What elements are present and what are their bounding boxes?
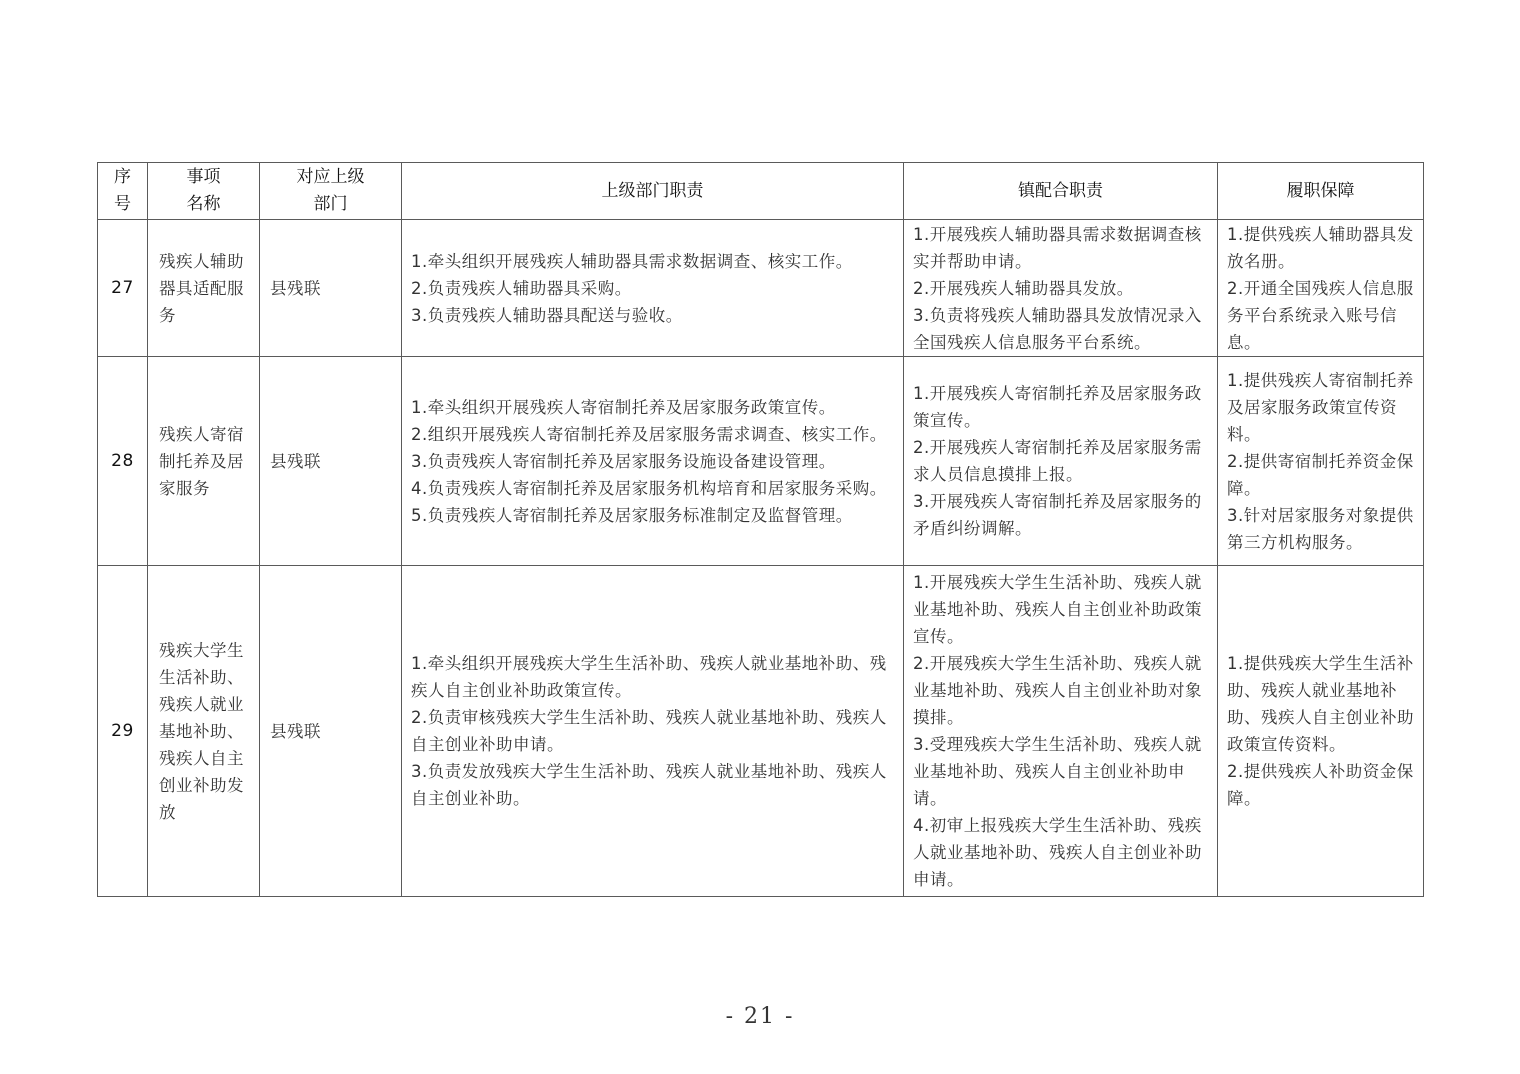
- row-superior-dept: 县残联: [260, 220, 402, 357]
- header-item-name: 事项名称: [148, 163, 260, 220]
- list-item: 3.开展残疾人寄宿制托养及居家服务的矛盾纠纷调解。: [913, 492, 1202, 538]
- header-superior-dept: 对应上级部门: [260, 163, 402, 220]
- table-row: [98, 357, 1424, 566]
- list-item: 4.初审上报残疾大学生生活补助、残疾人就业基地补助、残疾人自主创业补助申请。: [913, 816, 1202, 889]
- page-number: - 21 -: [725, 1004, 795, 1029]
- table-header-row: [98, 163, 1424, 220]
- list-item: 1.提供残疾人辅助器具发放名册。: [1227, 224, 1414, 271]
- list-item: 5.负责残疾人寄宿制托养及居家服务标准制定及监督管理。: [411, 505, 853, 525]
- row-town-duties: [904, 357, 1218, 566]
- row-item-name: 残疾人辅助器具适配服务: [148, 220, 260, 357]
- row-item-name: 残疾大学生生活补助、残疾人就业基地补助、残疾人自主创业补助发放: [148, 566, 260, 897]
- list-item: 3.受理残疾大学生生活补助、残疾人就业基地补助、残疾人自主创业补助申请。: [913, 735, 1202, 808]
- row-superior-duties: [402, 357, 904, 566]
- row-superior-duties: [402, 566, 904, 897]
- row-superior-dept: 县残联: [260, 566, 402, 897]
- list-item: 1.开展残疾人寄宿制托养及居家服务政策宣传。: [913, 384, 1202, 430]
- header-seq: 序号: [98, 163, 148, 220]
- list-item: 3.负责发放残疾大学生生活补助、残疾人就业基地补助、残疾人自主创业补助。: [411, 762, 887, 808]
- row-town-duties: [904, 220, 1218, 357]
- list-item: 2.开展残疾人辅助器具发放。: [913, 278, 1134, 298]
- list-item: 1.开展残疾人辅助器具需求数据调查核实并帮助申请。: [913, 224, 1202, 271]
- row-seq: 27: [98, 220, 148, 357]
- table-row: [98, 566, 1424, 897]
- list-item: 1.提供残疾人寄宿制托养及居家服务政策宣传资料。: [1227, 370, 1414, 444]
- list-item: 2.开展残疾人寄宿制托养及居家服务需求人员信息摸排上报。: [913, 438, 1202, 484]
- list-item: 3.负责将残疾人辅助器具发放情况录入全国残疾人信息服务平台系统。: [913, 305, 1202, 352]
- row-item-name: 残疾人寄宿制托养及居家服务: [148, 357, 260, 566]
- row-guarantee: [1218, 566, 1424, 897]
- row-seq: 29: [98, 566, 148, 897]
- list-item: 2.负责残疾人辅助器具采购。: [411, 278, 632, 298]
- row-seq: 28: [98, 357, 148, 566]
- list-item: 1.开展残疾大学生生活补助、残疾人就业基地补助、残疾人自主创业补助政策宣传。: [913, 573, 1202, 646]
- list-item: 1.提供残疾大学生生活补助、残疾人就业基地补助、残疾人自主创业补助政策宣传资料。: [1227, 654, 1414, 754]
- row-town-duties: [904, 566, 1218, 897]
- list-item: 2.开通全国残疾人信息服务平台系统录入账号信息。: [1227, 278, 1414, 352]
- list-item: 2.提供残疾人补助资金保障。: [1227, 762, 1414, 808]
- header-guarantee: 履职保障: [1218, 163, 1424, 220]
- row-guarantee: [1218, 220, 1424, 357]
- list-item: 1.牵头组织开展残疾大学生生活补助、残疾人就业基地补助、残疾人自主创业补助政策宣传。: [411, 654, 887, 700]
- header-town-duties: 镇配合职责: [904, 163, 1218, 220]
- row-superior-duties: [402, 220, 904, 357]
- header-superior-duties: 上级部门职责: [402, 163, 904, 220]
- list-item: 3.负责残疾人辅助器具配送与验收。: [411, 305, 683, 325]
- duties-table-container: [97, 162, 1423, 897]
- list-item: 2.开展残疾大学生生活补助、残疾人就业基地补助、残疾人自主创业补助对象摸排。: [913, 654, 1202, 727]
- list-item: 3.针对居家服务对象提供第三方机构服务。: [1227, 505, 1414, 552]
- row-guarantee: [1218, 357, 1424, 566]
- list-item: 2.组织开展残疾人寄宿制托养及居家服务需求调查、核实工作。: [411, 424, 887, 444]
- list-item: 1.牵头组织开展残疾人寄宿制托养及居家服务政策宣传。: [411, 397, 836, 417]
- list-item: 3.负责残疾人寄宿制托养及居家服务设施设备建设管理。: [411, 451, 836, 471]
- table-row: [98, 220, 1424, 357]
- list-item: 2.负责审核残疾大学生生活补助、残疾人就业基地补助、残疾人自主创业补助申请。: [411, 708, 887, 754]
- duties-table: [97, 162, 1424, 897]
- list-item: 2.提供寄宿制托养资金保障。: [1227, 451, 1414, 498]
- list-item: 1.牵头组织开展残疾人辅助器具需求数据调查、核实工作。: [411, 251, 853, 271]
- list-item: 4.负责残疾人寄宿制托养及居家服务机构培育和居家服务采购。: [411, 478, 887, 498]
- row-superior-dept: 县残联: [260, 357, 402, 566]
